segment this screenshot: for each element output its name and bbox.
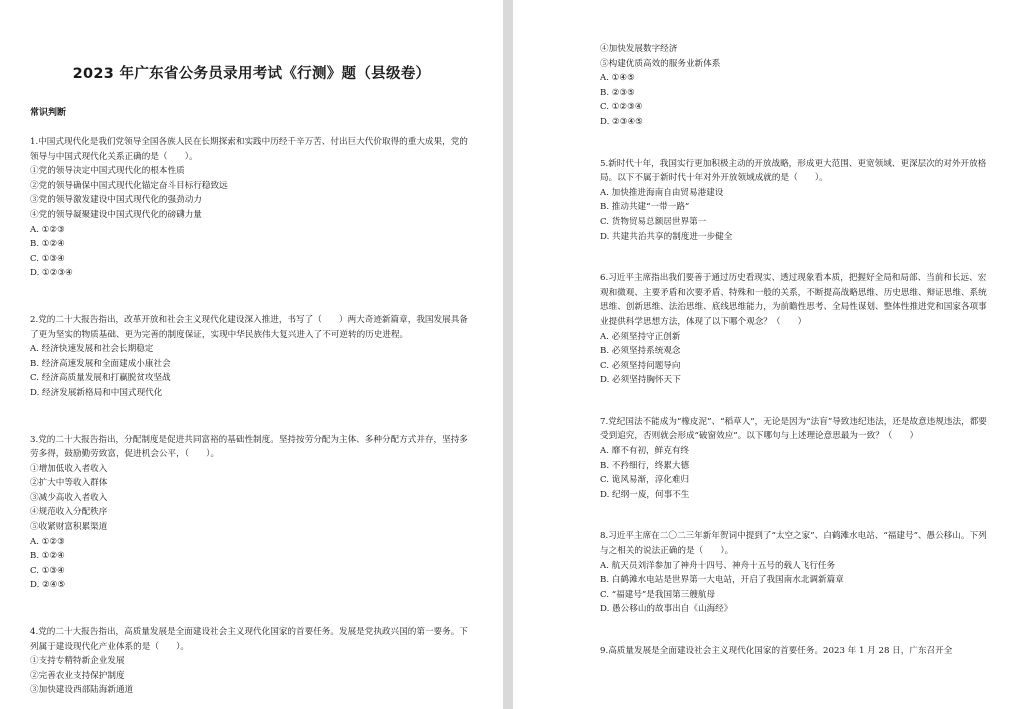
question-statement: ①支持专精特新企业发展 xyxy=(30,656,125,667)
question-4 xyxy=(30,625,473,698)
answer-option: C. 货物贸易总额居世界第一 xyxy=(600,216,707,227)
answer-option: B. 白鹤滩水电站是世界第一大电站，开启了我国南水北调新篇章 xyxy=(600,575,844,586)
question-stem: 2.党的二十大报告指出，改革开放和社会主义现代化建设深入推进，书写了（ ）两大奇迹新篇章，我国发展具备了更为坚实的物质基础、更为完善的制度保证，实现中华民族伟大复兴进入了不可逆转的历史进程。 xyxy=(30,314,468,340)
answer-option: B. ①②④ xyxy=(30,551,65,562)
question-statement: ⑤构建优质高效的服务业新体系 xyxy=(600,58,721,69)
answer-option: C. ①③④ xyxy=(30,565,65,576)
question-9 xyxy=(600,644,994,659)
answer-option: A. ①②③ xyxy=(30,224,65,235)
answer-option: D. 共建共治共享的制度进一步健全 xyxy=(600,231,733,242)
answer-option: B. 经济高速发展和全面建成小康社会 xyxy=(30,358,171,369)
question-stem: 8.习近平主席在二〇二三年新年贺词中提到了“太空之家”、白鹤滩水电站、“福建号”、愚公移山。下列与之相关的说法正确的是（ ）。 xyxy=(600,531,987,557)
answer-option: B. 不矜细行，终累大德 xyxy=(600,460,690,471)
question-stem: 9.高质量发展是全面建设社会主义现代化国家的首要任务。2023 年 1 月 28 日，广东召开全 xyxy=(600,646,953,656)
answer-option: C. 经济高质量发展和打赢脱贫攻坚战 xyxy=(30,373,171,384)
answer-option: C. “福建号”是我国第三艘航母 xyxy=(600,589,716,600)
question-stem: 3.党的二十大报告指出，分配制度是促进共同富裕的基础性制度。坚持按劳分配为主体、多种分配方式并存，坚持多劳多得，鼓励勤劳致富，促进机会公平，（ ）。 xyxy=(30,434,468,460)
answer-option: A. 靡不有初，鲜克有终 xyxy=(600,446,690,457)
answer-option: A. 加快推进海南自由贸易港建设 xyxy=(600,187,724,198)
answer-option: C. 必须坚持问题导向 xyxy=(600,360,681,371)
question-statement: ④加快发展数字经济 xyxy=(600,44,678,54)
question-statement: ③加快建设西部陆海新通道 xyxy=(30,685,134,696)
answer-option: D. 纪纲一废，何事不生 xyxy=(600,489,690,500)
question-statement: ④党的领导凝聚建设中国式现代化的磅礴力量 xyxy=(30,209,202,220)
question-stem: 4.党的二十大报告指出，高质量发展是全面建设社会主义现代化国家的首要任务。发展是党执政兴国的第一要务。下列属于建设现代化产业体系的是（ ）。 xyxy=(30,627,468,652)
answer-option: A. ①②③ xyxy=(30,536,65,547)
answer-option: B. 必须坚持系统观念 xyxy=(600,346,681,357)
answer-option: C. ①②③④ xyxy=(600,102,643,113)
question-1 xyxy=(30,135,473,281)
question-stem: 5.新时代十年，我国实行更加积极主动的开放战略，形成更大范围、更宽领域、更深层次的对外开放格局。以下不属于新时代十年对外开放领域成就的是（ ）。 xyxy=(600,158,987,184)
answer-option: A. 经济快速发展和社会长期稳定 xyxy=(30,344,154,355)
answer-option: D. ②④⑤ xyxy=(30,580,66,591)
question-8 xyxy=(600,529,994,617)
question-statement: ③党的领导激发建设中国式现代化的强劲动力 xyxy=(30,195,202,206)
answer-option: D. 愚公移山的故事出自《山海经》 xyxy=(600,604,733,615)
answer-option: D. 经济发展新格局和中国式现代化 xyxy=(30,387,163,398)
question-7 xyxy=(600,415,994,503)
question-statement: ⑤收紧财富积累渠道 xyxy=(30,522,108,533)
question-statement: ②完善农业支持保护制度 xyxy=(30,670,125,681)
answer-option: C. 诡风易渐，淳化难归 xyxy=(600,475,690,486)
question-stem: 6.习近平主席指出我们要善于通过历史看现实、透过现象看本质，把握好全局和局部、当前和长远、宏观和微观、主要矛盾和次要矛盾、特殊和一般的关系，不断提高战略思维、历史思维、辩证思维、系统思维、创新思维、法治思维、底线思维能力，为前瞻性思考、全局性谋划、整体性推进党和国家各项事业提供科学思想方法，体现了以下哪个观念？（ ） xyxy=(600,273,987,327)
answer-option: D. 必须坚持胸怀天下 xyxy=(600,375,681,386)
answer-option: D. ②③④⑤ xyxy=(600,116,643,127)
answer-option: C. ①③④ xyxy=(30,253,65,264)
question-statement: ②扩大中等收入群体 xyxy=(30,478,108,489)
answer-option: A. ①④⑤ xyxy=(600,73,635,84)
answer-option: A. 必须坚持守正创新 xyxy=(600,331,681,342)
answer-option: B. ②③⑤ xyxy=(600,87,635,98)
answer-option: B. 推动共建“一带一路” xyxy=(600,202,690,213)
question-stem: 7.党纪国法不能成为“橡皮泥”、“稻草人”，无论是因为“法盲”导致违纪违法，还是故意违规违法，都要受到追究，否则就会形成“破窗效应”。以下哪句与上述理论意思最为一致？（ ） xyxy=(600,416,987,442)
question-statement: ①增加低收入者收入 xyxy=(30,463,108,474)
question-6 xyxy=(600,271,994,388)
section-heading: 常识判断 xyxy=(30,108,67,118)
question-statement: ③减少高收入者收入 xyxy=(30,492,108,503)
question-statement: ①党的领导决定中国式现代化的根本性质 xyxy=(30,166,185,177)
answer-option: D. ①②③④ xyxy=(30,268,73,279)
question-stem: 1.中国式现代化是我们党领导全国各族人民在长期探索和实践中历经千辛万苦、付出巨大代价取得的重大成果，党的领导与中国式现代化关系正确的是（ ）。 xyxy=(30,137,468,162)
question-2 xyxy=(30,313,473,401)
document-page-right xyxy=(513,0,1024,709)
question-statement: ④规范收入分配秩序 xyxy=(30,507,108,518)
question-3 xyxy=(30,433,473,594)
question-4-continued xyxy=(600,42,994,130)
answer-option: A. 航天员刘洋参加了神舟十四号、神舟十五号的载人飞行任务 xyxy=(600,560,836,571)
question-5 xyxy=(600,157,994,245)
question-statement: ②党的领导确保中国式现代化锚定奋斗目标行稳致远 xyxy=(30,180,228,191)
answer-option: B. ①②④ xyxy=(30,239,65,250)
document-page-left xyxy=(0,0,503,709)
document-title: 2023 年广东省公务员录用考试《行测》题（县级卷） xyxy=(72,66,431,82)
